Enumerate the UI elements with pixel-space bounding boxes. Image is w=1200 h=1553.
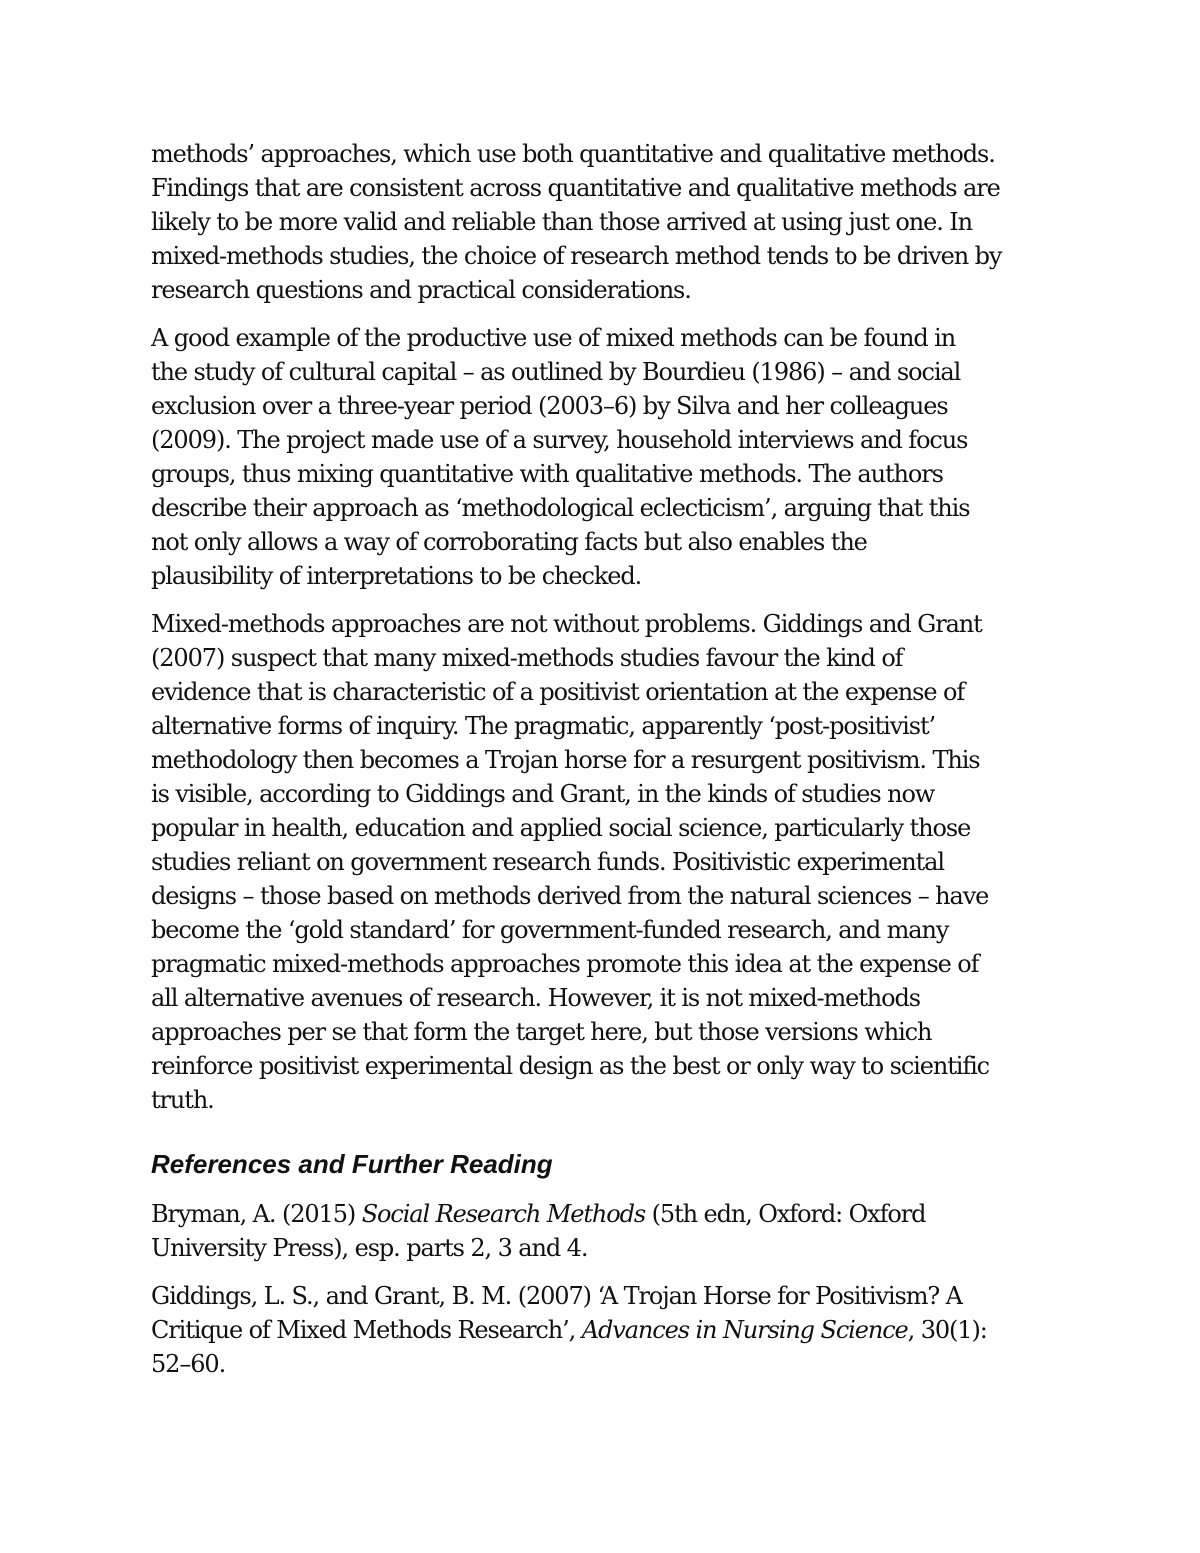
body-paragraph-2 (151, 321, 1051, 593)
reference-publisher: (5th edn, Oxford: Oxford (645, 1200, 926, 1228)
reference-article-title: Critique of Mixed Methods Research’, (151, 1316, 582, 1344)
reference-author-year: Bryman, A. (2015) (151, 1200, 362, 1228)
body-paragraph-3 (151, 607, 1051, 1117)
text-line: is visible, according to Giddings and Grant, in the kinds of studies now (151, 780, 935, 808)
text-line: approaches per se that form the target here, but those versions which (151, 1018, 932, 1046)
reference-volume: , 30(1): (907, 1316, 987, 1344)
text-line: popular in health, education and applied social science, particularly those (151, 814, 971, 842)
reference-bryman (151, 1197, 1051, 1265)
reference-line (151, 1313, 1051, 1347)
reference-line (151, 1197, 1051, 1231)
text-line: become the ‘gold standard’ for government-funded research, and many (151, 916, 949, 944)
text-line: studies reliant on government research funds. Positivistic experimental (151, 848, 944, 876)
text-line: exclusion over a three-year period (2003–6) by Silva and her colleagues (151, 392, 948, 420)
document-page (151, 137, 1051, 1395)
reference-line: Giddings, L. S., and Grant, B. M. (2007) ‘A Trojan Horse for Positivism? A (151, 1282, 962, 1310)
text-line: Findings that are consistent across quantitative and qualitative methods are (151, 174, 1000, 202)
text-line: (2009). The project made use of a survey, household interviews and focus (151, 426, 968, 454)
reference-line: University Press), esp. parts 2, 3 and 4. (151, 1234, 588, 1262)
text-line: plausibility of interpretations to be checked. (151, 562, 642, 590)
text-line: all alternative avenues of research. However, it is not mixed-methods (151, 984, 920, 1012)
reference-journal-title: Advances in Nursing Science (581, 1316, 908, 1344)
text-line: designs – those based on methods derived from the natural sciences – have (151, 882, 989, 910)
text-line: not only allows a way of corroborating facts but also enables the (151, 528, 867, 556)
text-line: methods’ approaches, which use both quantitative and qualitative methods. (151, 140, 995, 168)
reference-giddings-grant (151, 1279, 1051, 1381)
text-line: evidence that is characteristic of a positivist orientation at the expense of (151, 678, 965, 706)
text-line: reinforce positivist experimental design as the best or only way to scientific (151, 1052, 990, 1080)
text-line: groups, thus mixing quantitative with qualitative methods. The authors (151, 460, 943, 488)
text-line: describe their approach as ‘methodological eclecticism’, arguing that this (151, 494, 970, 522)
body-paragraph-1 (151, 137, 1051, 307)
reference-book-title: Social Research Methods (361, 1200, 646, 1228)
text-line: (2007) suspect that many mixed-methods studies favour the kind of (151, 644, 903, 672)
text-line: Mixed-methods approaches are not without problems. Giddings and Grant (151, 610, 982, 638)
references-heading: References and Further Reading (151, 1149, 553, 1179)
text-line: A good example of the productive use of mixed methods can be found in (151, 324, 956, 352)
text-line: the study of cultural capital – as outlined by Bourdieu (1986) – and social (151, 358, 961, 386)
text-line: truth. (151, 1086, 214, 1114)
text-line: alternative forms of inquiry. The pragmatic, apparently ‘post-positivist’ (151, 712, 936, 740)
text-line: research questions and practical considerations. (151, 276, 691, 304)
reference-line: 52–60. (151, 1350, 226, 1378)
text-line: mixed-methods studies, the choice of research method tends to be driven by (151, 242, 1002, 270)
text-line: pragmatic mixed-methods approaches promote this idea at the expense of (151, 950, 979, 978)
text-line: methodology then becomes a Trojan horse for a resurgent positivism. This (151, 746, 980, 774)
text-line: likely to be more valid and reliable than those arrived at using just one. In (151, 208, 973, 236)
